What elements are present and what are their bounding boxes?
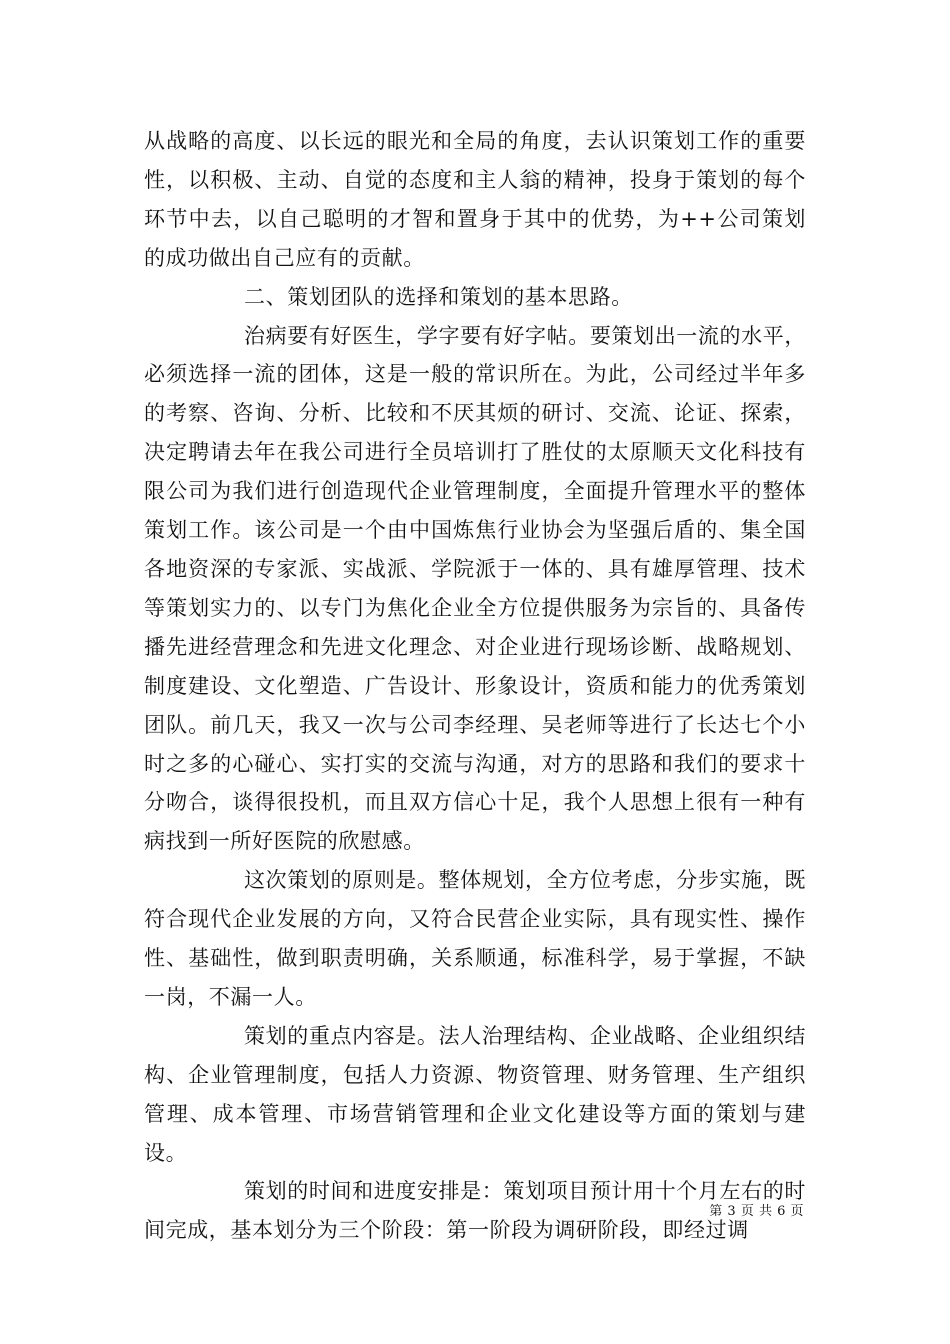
paragraph-key-content: 策划的重点内容是。法人治理结构、企业战略、企业组织结构、企业管理制度，包括人力资源、物资管理、财务管理、生产组织管理、成本管理、市场营销管理和企业文化建设等方面的策划与建设。: [144, 1023, 806, 1165]
document-body: [144, 122, 806, 1250]
page-number-footer: 第 3 页 共 6 页: [709, 1204, 804, 1219]
paragraph-principles: 这次策划的原则是。整体规划，全方位考虑，分步实施，既符合现代企业发展的方向，又符合民营企业实际，具有现实性、操作性、基础性，做到职责明确，关系顺通，标准科学，易于掌握，不缺一岗，不漏一人。: [144, 868, 806, 1009]
section-heading: 二、策划团队的选择和策划的基本思路。: [244, 284, 633, 309]
paragraph-schedule: 策划的时间和进度安排是：策划项目预计用十个月左右的时间完成，基本划分为三个阶段：第一阶段为调研阶段，即经过调: [144, 1179, 806, 1243]
paragraph-team-selection: 治病要有好医生，学字要有好字帖。要策划出一流的水平，必须选择一流的团体，这是一般的常识所在。为此，公司经过半年多的考察、咨询、分析、比较和不厌其烦的研讨、交流、论证、探索，决定聘请去年在我公司进行全员培训打了胜仗的太原顺天文化科技有限公司为我们进行创造现代企业管理制度，全面提升管理水平的整体策划工作。该公司是一个由中国炼焦行业协会为坚强后盾的、集全国各地资深的专家派、实战派、学院派于一体的、具有雄厚管理、技术等策划实力的、以专门为焦化企业全方位提供服务为宗旨的、具备传播先进经营理念和先进文化理念、对企业进行现场诊断、战略规划、制度建设、文化塑造、广告设计、形象设计，资质和能力的优秀策划团队。前几天，我又一次与公司李经理、吴老师等进行了长达七个小时之多的心碰心、实打实的交流与沟通，对方的思路和我们的要求十分吻合，谈得很投机，而且双方信心十足，我个人思想上很有一种有病找到一所好医院的欣慰感。: [144, 323, 806, 854]
paragraph-continuation: 从战略的高度、以长远的眼光和全局的角度，去认识策划工作的重要性，以积极、主动、自觉的态度和主人翁的精神，投身于策划的每个环节中去，以自己聪明的才智和置身于其中的优势，为++公司策划的成功做出自己应有的贡献。: [144, 129, 806, 270]
